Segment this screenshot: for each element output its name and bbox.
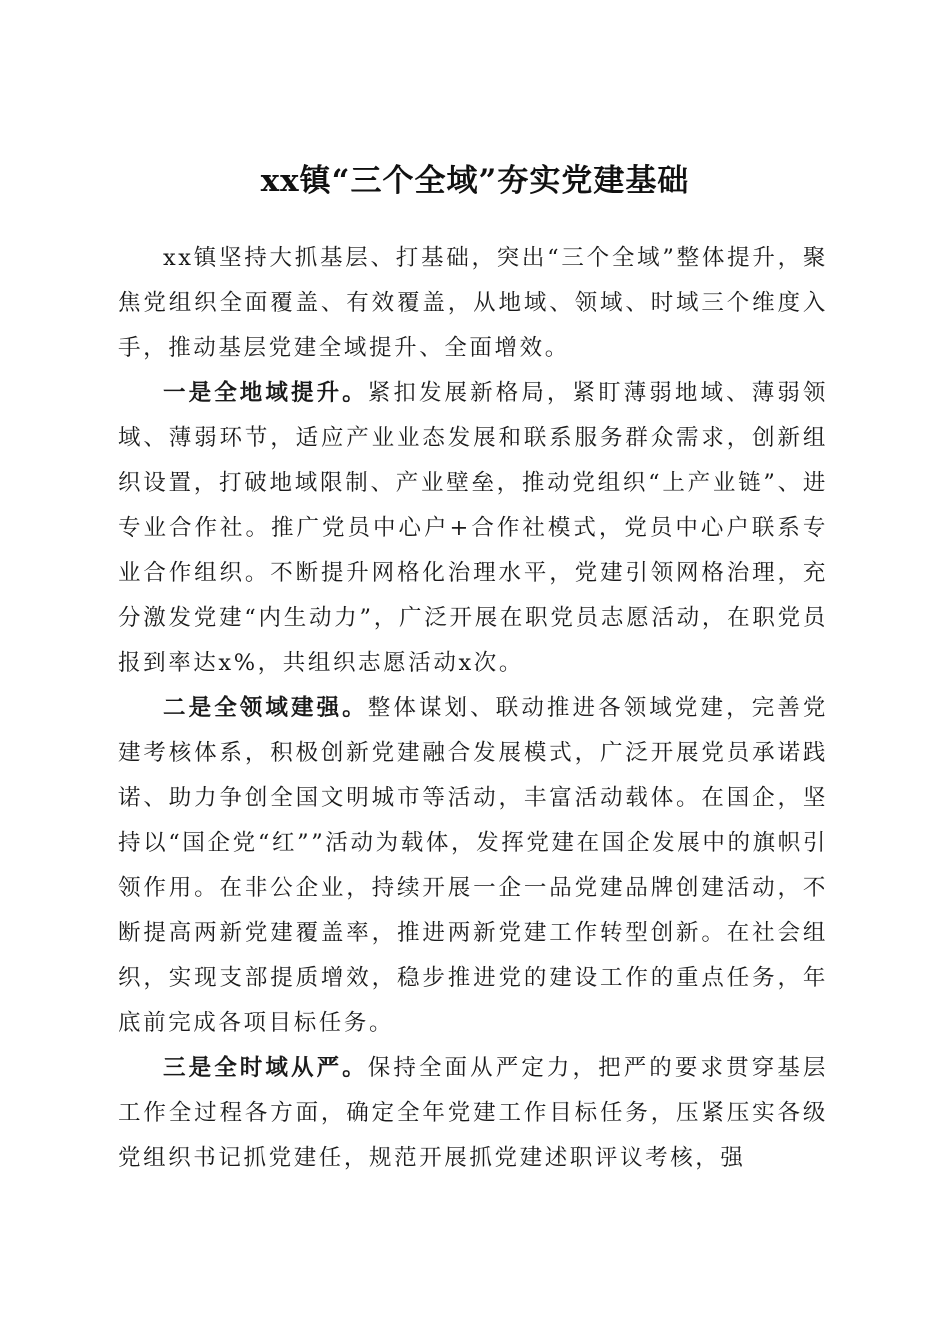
paragraph-territory-text: 紧扣发展新格局，紧盯薄弱地域、薄弱领域、薄弱环节，适应产业业态发展和联系服务群众需求，创新组织设置，打破地域限制、产业壁垒，推动党组织“上产业链”、进专业合作社。推广党员中心户+合作社模式，党员中心户联系专业合作组织。不断提升网格化治理水平，党建引领网格治理，充分激发党建“内生动力”，广泛开展在职党员志愿活动，在职党员报到率达x%，共组织志愿活动x次。 [118, 380, 828, 676]
paragraph-intro [118, 236, 828, 371]
paragraph-time-text: 保持全面从严定力，把严的要求贯穿基层工作全过程各方面，确定全年党建工作目标任务，压紧压实各级党组织书记抓党建任，规范开展抓党建述职评议考核，强 [118, 1055, 828, 1171]
paragraph-territory-heading: 一是全地域提升。 [163, 380, 368, 406]
paragraph-field [118, 686, 828, 1046]
paragraph-intro-text: xx镇坚持大抓基层、打基础，突出“三个全域”整体提升，聚焦党组织全面覆盖、有效覆盖，从地域、领域、时域三个维度入手，推动基层党建全域提升、全面增效。 [118, 245, 828, 361]
paragraph-territory [118, 371, 828, 686]
document-title: xx镇“三个全域”夯实党建基础 [260, 162, 690, 199]
paragraph-time-heading: 三是全时域从严。 [163, 1055, 368, 1081]
paragraph-time [118, 1046, 828, 1181]
paragraph-field-text: 整体谋划、联动推进各领域党建，完善党建考核体系，积极创新党建融合发展模式，广泛开展党员承诺践诺、助力争创全国文明城市等活动，丰富活动载体。在国企，坚持以“国企党“红””活动为载体，发挥党建在国企发展中的旗帜引领作用。在非公企业，持续开展一企一品党建品牌创建活动，不断提高两新党建覆盖率，推进两新党建工作转型创新。在社会组织，实现支部提质增效，稳步推进党的建设工作的重点任务，年底前完成各项目标任务。 [118, 695, 828, 1036]
paragraph-field-heading: 二是全领域建强。 [163, 695, 368, 721]
document-body [118, 236, 828, 1181]
